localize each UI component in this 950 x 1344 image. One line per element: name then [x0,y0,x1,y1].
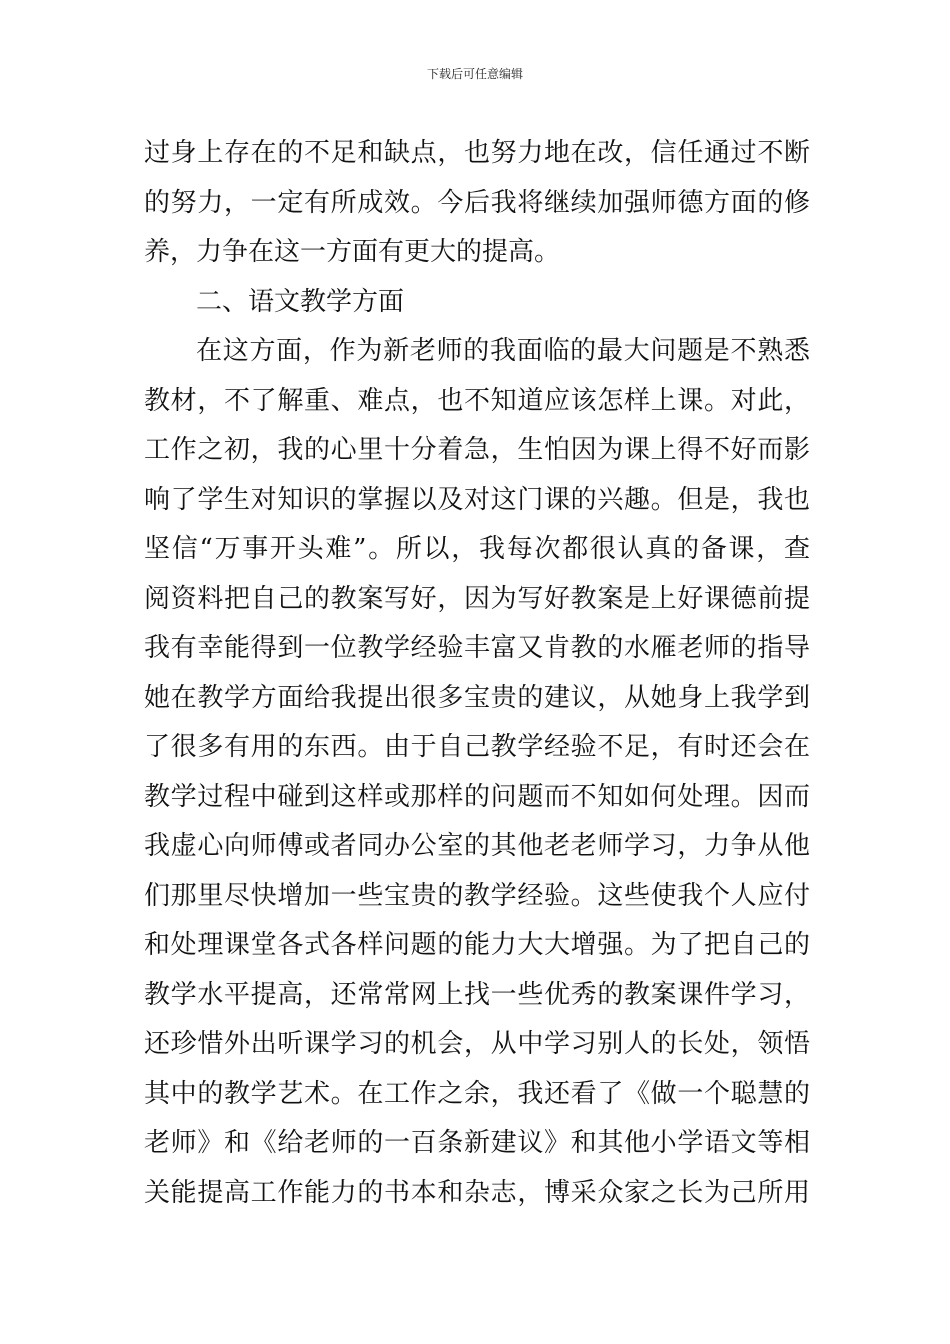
paragraph-line: 我有幸能得到一位教学经验丰富又肯教的水雁老师的指导 [144,633,810,663]
paragraph-line: 和处理课堂各式各样问题的能力大大增强。为了把自己的 [144,930,810,960]
paragraph-line: 过身上存在的不足和缺点，也努力地在改，信任通过不断 [144,138,810,168]
paragraph-line: 我虚心向师傅或者同办公室的其他老老师学习，力争从他 [144,831,810,861]
paragraph-line: 教材，不了解重、难点，也不知道应该怎样上课。对此， [144,385,810,416]
paragraph-line: 响了学生对知识的掌握以及对这门课的兴趣。但是，我也 [144,484,810,515]
paragraph-line: 养，力争在这一方面有更大的提高。 [144,237,561,267]
paragraph-line: 教学水平提高，还常常网上找一些优秀的教案课件学习， [144,979,810,1010]
page-header: 下载后可任意编辑 [426,67,523,81]
paragraph-line: 她在教学方面给我提出很多宝贵的建议，从她身上我学到 [144,682,810,713]
paragraph-line: 其中的教学艺术。在工作之余，我还看了《做一个聪慧的 [144,1078,810,1109]
paragraph-line: 教学过程中碰到这样或那样的问题而不知如何处理。因而 [144,781,810,812]
paragraph-line: 还珍惜外出听课学习的机会，从中学习别人的长处，领悟 [144,1029,810,1059]
paragraph-line: 阅资料把自己的教案写好，因为写好教案是上好课德前提 [144,583,810,614]
paragraph-line: 关能提高工作能力的书本和杂志，博采众家之长为己所用 [144,1177,810,1208]
paragraph-line: 坚信“万事开头难”。所以，我每次都很认真的备课，查 [144,534,810,564]
section-heading: 二、语文教学方面 [196,286,405,317]
document-body [144,129,810,1218]
paragraph-line: 老师》和《给老师的一百条新建议》和其他小学语文等相 [144,1128,810,1158]
paragraph-line: 的努力，一定有所成效。今后我将继续加强师德方面的修 [144,187,810,218]
paragraph-line: 了很多有用的东西。由于自己教学经验不足，有时还会在 [144,732,810,762]
paragraph-line: 们那里尽快增加一些宝贵的教学经验。这些使我个人应付 [144,880,810,911]
paragraph-line: 工作之初，我的心里十分着急，生怕因为课上得不好而影 [144,435,810,465]
paragraph-line: 在这方面，作为新老师的我面临的最大问题是不熟悉 [196,336,810,366]
